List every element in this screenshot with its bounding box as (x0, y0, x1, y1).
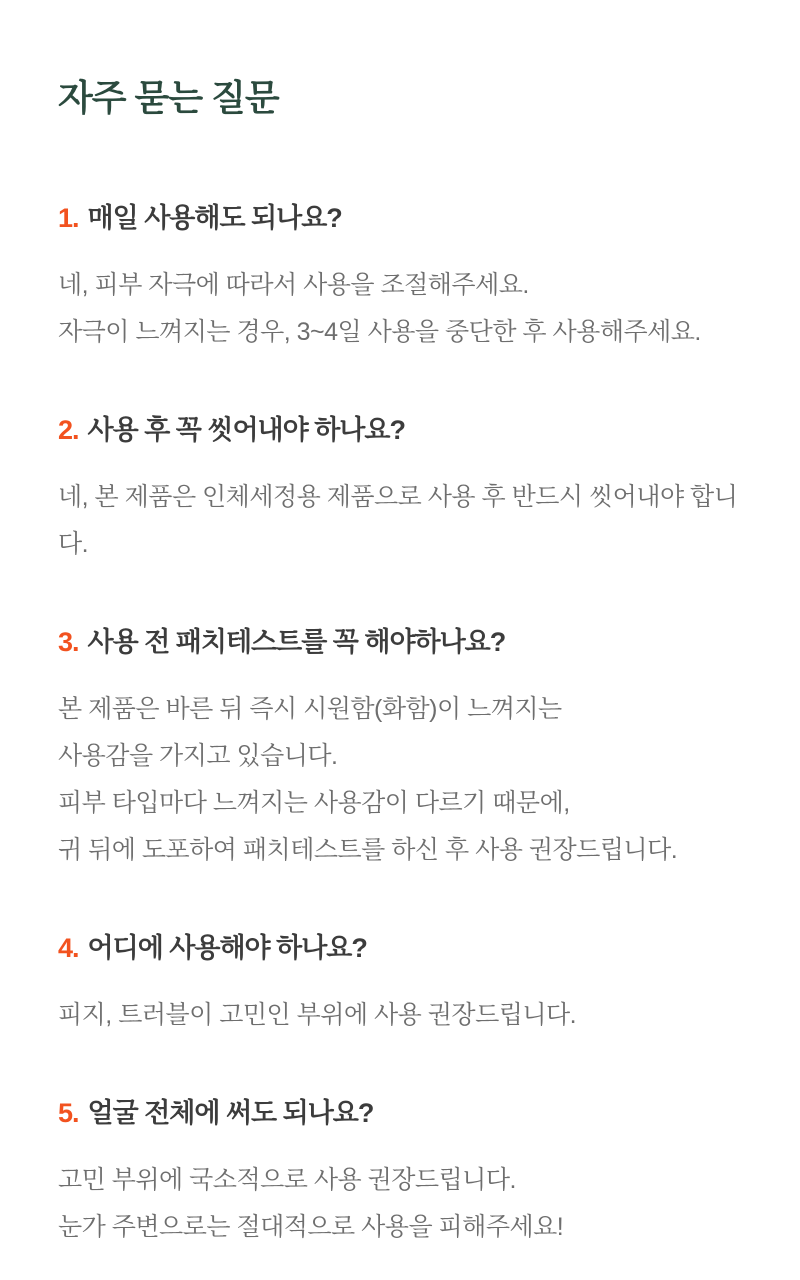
faq-answer-1 (58, 262, 742, 356)
faq-answer-3-line-4: 귀 뒤에 도포하여 패치테스트를 하신 후 사용 권장드립니다. (58, 836, 678, 864)
faq-answer-1-line-2: 자극이 느껴지는 경우, 3~4일 사용을 중단한 후 사용해주세요. (58, 318, 701, 346)
page-title: 자주 묻는 질문 (58, 77, 279, 118)
faq-question-2 (58, 412, 742, 448)
faq-question-text-1: 매일 사용해도 되나요? (87, 203, 342, 233)
faq-question-3 (58, 624, 742, 660)
faq-question-1 (58, 200, 742, 236)
faq-answer-4 (58, 992, 742, 1039)
faq-item-4 (58, 930, 742, 1039)
faq-answer-4-line-1: 피지, 트러블이 고민인 부위에 사용 권장드립니다. (58, 1001, 577, 1029)
faq-answer-1-line-1: 네, 피부 자극에 따라서 사용을 조절해주세요. (58, 271, 529, 299)
faq-question-4 (58, 930, 742, 966)
faq-item-1 (58, 200, 742, 356)
faq-question-text-4: 어디에 사용해야 하나요? (87, 933, 367, 963)
faq-answer-2-line-1: 네, 본 제품은 인체세정용 제품으로 사용 후 반드시 씻어내야 합니다. (58, 483, 738, 558)
faq-answer-3-line-3: 피부 타입마다 느껴지는 사용감이 다르기 때문에, (58, 789, 570, 817)
faq-item-3 (58, 624, 742, 874)
faq-question-number-1: 1. (58, 203, 79, 233)
faq-question-text-3: 사용 전 패치테스트를 꼭 해야하나요? (87, 627, 506, 657)
faq-answer-5-line-1: 고민 부위에 국소적으로 사용 권장드립니다. (58, 1166, 516, 1194)
faq-answer-5 (58, 1157, 742, 1251)
faq-item-2 (58, 412, 742, 568)
faq-answer-3 (58, 686, 742, 874)
faq-answer-3-line-1: 본 제품은 바른 뒤 즉시 시원함(화함)이 느껴지는 (58, 695, 562, 723)
faq-question-number-3: 3. (58, 627, 79, 657)
faq-answer-2 (58, 474, 742, 568)
faq-question-number-2: 2. (58, 415, 79, 445)
faq-question-5 (58, 1095, 742, 1131)
faq-question-number-4: 4. (58, 933, 79, 963)
faq-question-number-5: 5. (58, 1098, 79, 1128)
faq-question-text-2: 사용 후 꼭 씻어내야 하나요? (87, 415, 405, 445)
faq-answer-3-line-2: 사용감을 가지고 있습니다. (58, 742, 338, 770)
faq-question-text-5: 얼굴 전체에 써도 되나요? (87, 1098, 374, 1128)
faq-answer-5-line-2: 눈가 주변으로는 절대적으로 사용을 피해주세요! (58, 1213, 564, 1241)
faq-item-5 (58, 1095, 742, 1251)
